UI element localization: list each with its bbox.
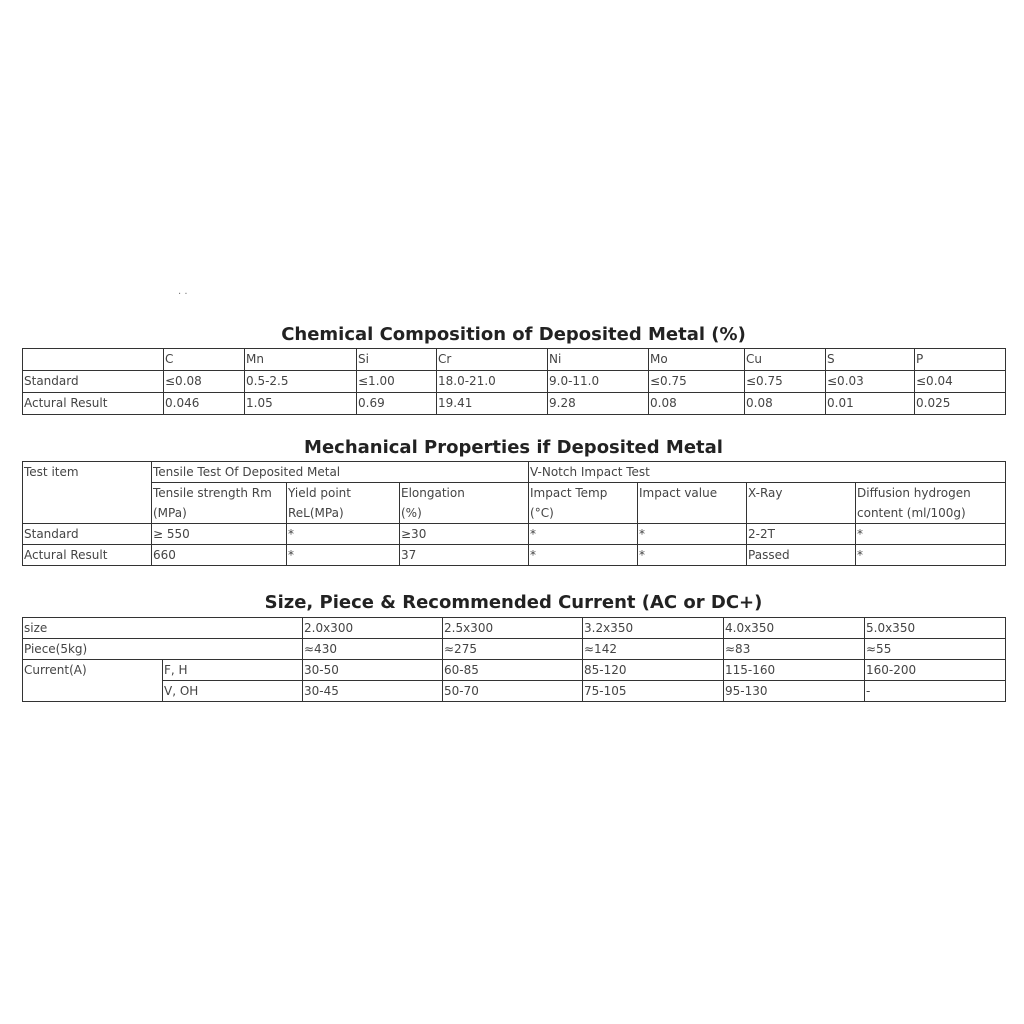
current-cell: 50-70 [443,681,583,702]
v-notch-group-header: V-Notch Impact Test [529,462,1006,483]
header-cell-mn: Mn [245,349,357,371]
row-label: Actural Result [23,545,152,566]
table-row [23,524,1006,545]
header-cell-c: C [164,349,245,371]
table-cell: 0.69 [357,393,437,415]
piece-row [23,639,1006,660]
diffusion-hydrogen-header: Diffusion hydrogen [856,483,1006,504]
current-cell: 30-45 [303,681,443,702]
table-cell: ≤1.00 [357,371,437,393]
test-item-header: Test item [23,462,152,524]
header-cell-cr: Cr [437,349,548,371]
table-cell: ≤0.75 [745,371,826,393]
current-cell: 30-50 [303,660,443,681]
table-cell: 0.025 [915,393,1006,415]
table-cell: Passed [747,545,856,566]
size-label: size [23,618,303,639]
table-cell: 9.28 [548,393,649,415]
subheader-row [23,483,1006,504]
yield-point-header: Yield point [287,483,400,504]
table-cell: 0.5-2.5 [245,371,357,393]
table-cell: 0.08 [649,393,745,415]
x-ray-unit [747,503,856,524]
impact-temp-header: Impact Temp [529,483,638,504]
table-cell: 0.08 [745,393,826,415]
table-cell: ≤0.04 [915,371,1006,393]
table-cell: * [529,545,638,566]
piece-label: Piece(5kg) [23,639,303,660]
current-cell: 60-85 [443,660,583,681]
table-cell: 19.41 [437,393,548,415]
size-cell: 2.0x300 [303,618,443,639]
x-ray-header: X-Ray [747,483,856,504]
elongation-unit: (%) [400,503,529,524]
tensile-test-group-header: Tensile Test Of Deposited Metal [152,462,529,483]
position-label: V, OH [163,681,303,702]
current-row-flat [23,660,1006,681]
table-cell: * [529,524,638,545]
impact-temp-unit: (°C) [529,503,638,524]
table-cell: ≥30 [400,524,529,545]
size-piece-current-table [22,617,1006,702]
table-cell: * [856,545,1006,566]
yield-point-unit: ReL(MPa) [287,503,400,524]
tensile-strength-unit: (MPa) [152,503,287,524]
header-cell-ni: Ni [548,349,649,371]
mechanical-properties-table [22,461,1006,566]
row-label: Standard [23,371,164,393]
header-cell-cu: Cu [745,349,826,371]
position-label: F, H [163,660,303,681]
size-cell: 3.2x350 [583,618,724,639]
size-cell: 5.0x350 [865,618,1006,639]
chemical-header-row [23,349,1006,371]
table-cell: ≤0.08 [164,371,245,393]
header-cell-si: Si [357,349,437,371]
header-cell-p: P [915,349,1006,371]
header-cell [23,349,164,371]
table-cell: * [287,545,400,566]
group-header-row [23,462,1006,483]
tensile-strength-header: Tensile strength Rm [152,483,287,504]
size-row [23,618,1006,639]
table-cell: * [638,524,747,545]
table-row [23,371,1006,393]
row-label: Standard [23,524,152,545]
table-cell: ≥ 550 [152,524,287,545]
table-cell: 1.05 [245,393,357,415]
header-cell-mo: Mo [649,349,745,371]
header-cell-s: S [826,349,915,371]
current-cell: 160-200 [865,660,1006,681]
current-row-vertical [23,681,1006,702]
piece-cell: ≈83 [724,639,865,660]
current-cell: - [865,681,1006,702]
piece-cell: ≈430 [303,639,443,660]
table-cell: ≤0.03 [826,371,915,393]
table-cell: 2-2T [747,524,856,545]
stray-marks: · · [178,289,188,300]
table-cell: 0.046 [164,393,245,415]
table-cell: 0.01 [826,393,915,415]
current-cell: 85-120 [583,660,724,681]
chemical-composition-title: Chemical Composition of Deposited Metal (%) [281,324,746,345]
piece-cell: ≈55 [865,639,1006,660]
diffusion-hydrogen-unit: content (ml/100g) [856,503,1006,524]
table-cell: 9.0-11.0 [548,371,649,393]
impact-value-unit [638,503,747,524]
current-cell: 95-130 [724,681,865,702]
elongation-header: Elongation [400,483,529,504]
chemical-composition-table [22,348,1006,415]
size-cell: 2.5x300 [443,618,583,639]
size-piece-current-title: Size, Piece & Recommended Current (AC or DC+) [264,592,763,613]
table-row [23,393,1006,415]
size-cell: 4.0x350 [724,618,865,639]
table-cell: 18.0-21.0 [437,371,548,393]
table-cell: * [856,524,1006,545]
row-label: Actural Result [23,393,164,415]
mechanical-properties-title: Mechanical Properties if Deposited Metal [304,437,723,458]
table-cell: 37 [400,545,529,566]
piece-cell: ≈142 [583,639,724,660]
current-cell: 75-105 [583,681,724,702]
table-row [23,545,1006,566]
subheader-unit-row [23,503,1006,524]
table-cell: 660 [152,545,287,566]
table-cell: ≤0.75 [649,371,745,393]
current-label: Current(A) [23,660,163,702]
table-cell: * [638,545,747,566]
impact-value-header: Impact value [638,483,747,504]
table-cell: * [287,524,400,545]
current-cell: 115-160 [724,660,865,681]
piece-cell: ≈275 [443,639,583,660]
